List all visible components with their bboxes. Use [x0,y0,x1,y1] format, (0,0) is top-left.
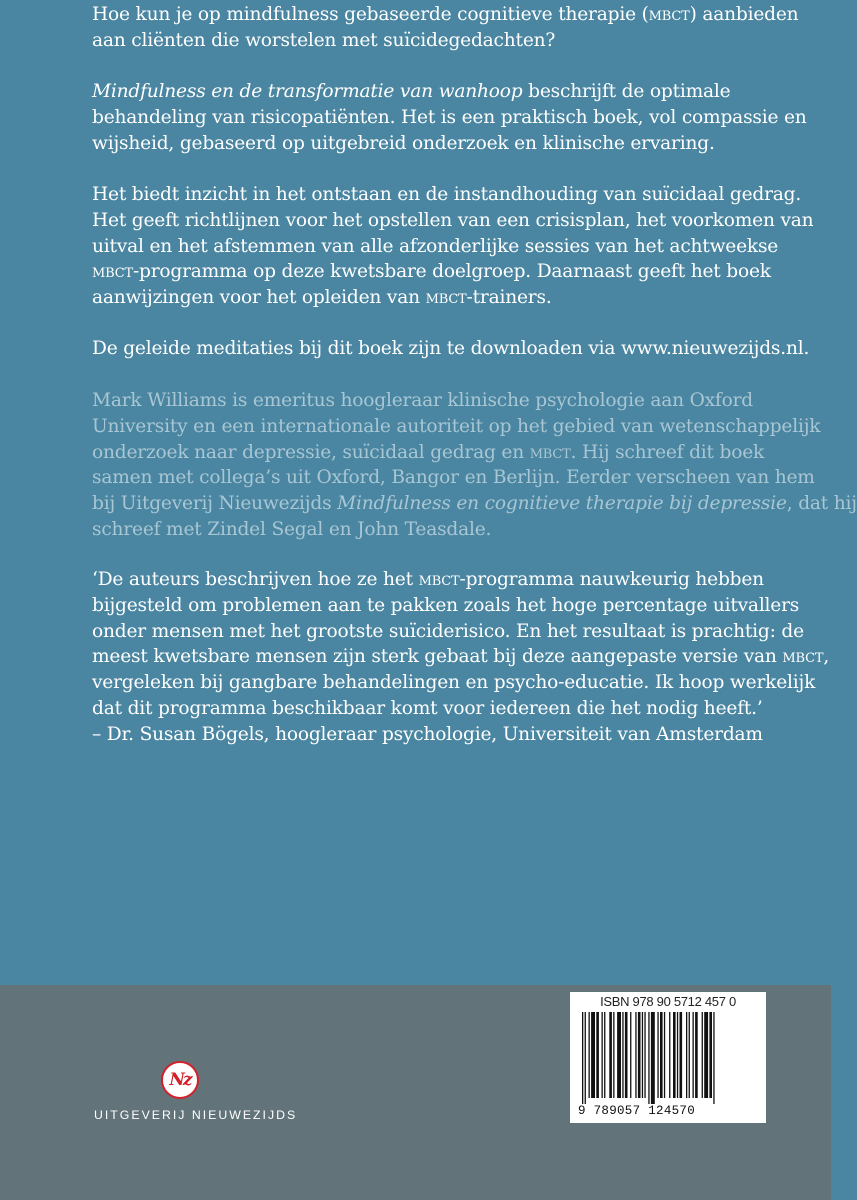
book-title: Mindfulness en de transformatie van wanhoop [92,81,523,102]
intro-question: Hoe kun je op mindfulness gebaseerde cognitieve therapie (mbct) aanbieden aan cliënten die worstelen met suïcidegedachten? [92,4,799,51]
quote-attribution: – Dr. Susan Bögels, hoogleraar psychologie, Universiteit van Amsterdam [92,723,763,745]
endorsement-quote: ‘De auteurs beschrijven hoe ze het mbct-programma nauwkeurig hebben bijgesteld om problemen aan te pakken zoals het hoge percentage uitvallers onder mensen met het grootste suïciderisico. En het resultaat is prachtig: de meest kwetsbare mensen zijn sterk gebaat bij deze aangepaste versie van mbct, vergeleken bij gangbare behandelingen en psycho-educatie. Ik hoop werkelijk dat dit programma beschikbaar komt voor iedereen die het nodig heeft.’ – Dr. Susan Bögels, hoogleraar psychologie, Universiteit van Amsterdam [92,567,792,748]
isbn-label: ISBN 978 90 5712 457 0 [600,994,736,1009]
isbn-barcode [570,992,766,1123]
book-insight: Het biedt inzicht in het ontstaan en de instandhouding van suïcidaal gedrag. Het geeft richtlijnen voor het opstellen van een crisisplan, het voorkomen van uitval en het afstemmen van alle afzonderlijke sessies van het achtweekse mbct-programma op deze kwetsbare doelgroep. Daarnaast geeft het boek aanwijzingen voor het opleiden van mbct-trainers. [92,184,814,309]
ean-digits: 9 789057 124570 [578,1104,696,1118]
download-note: De geleide meditaties bij dit boek zijn te downloaden via www.nieuwezijds.nl. [92,338,810,359]
barcode-bars [578,1012,758,1104]
publisher-logo-mark: Nz [169,1070,191,1090]
book-description: Mindfulness en de transformatie van wanhoop beschrijft de optimale behandeling van risicopatiënten. Het is een praktisch boek, vol compassie en wijsheid, gebaseerd op uitgebreid onderzoek en klinische ervaring. [92,81,807,154]
author-bio: Mark Williams is emeritus hoogleraar klinische psychologie aan Oxford University en een internationale autoriteit op het gebied van wetenschappelijk onderzoek naar depressie, suïcidaal gedrag en mbct. Hij schreef dit boek samen met collega’s uit Oxford, Bangor en Berlijn. Eerder verscheen van hem bij Uitgeverij Nieuwezijds Mindfulness en cognitieve therapie bij depressie, dat hij schreef met Zindel Segal en John Teasdale. [92,390,857,540]
publisher-logo [161,1061,199,1099]
publisher-name: UITGEVERIJ NIEUWEZIJDS [94,1108,298,1122]
